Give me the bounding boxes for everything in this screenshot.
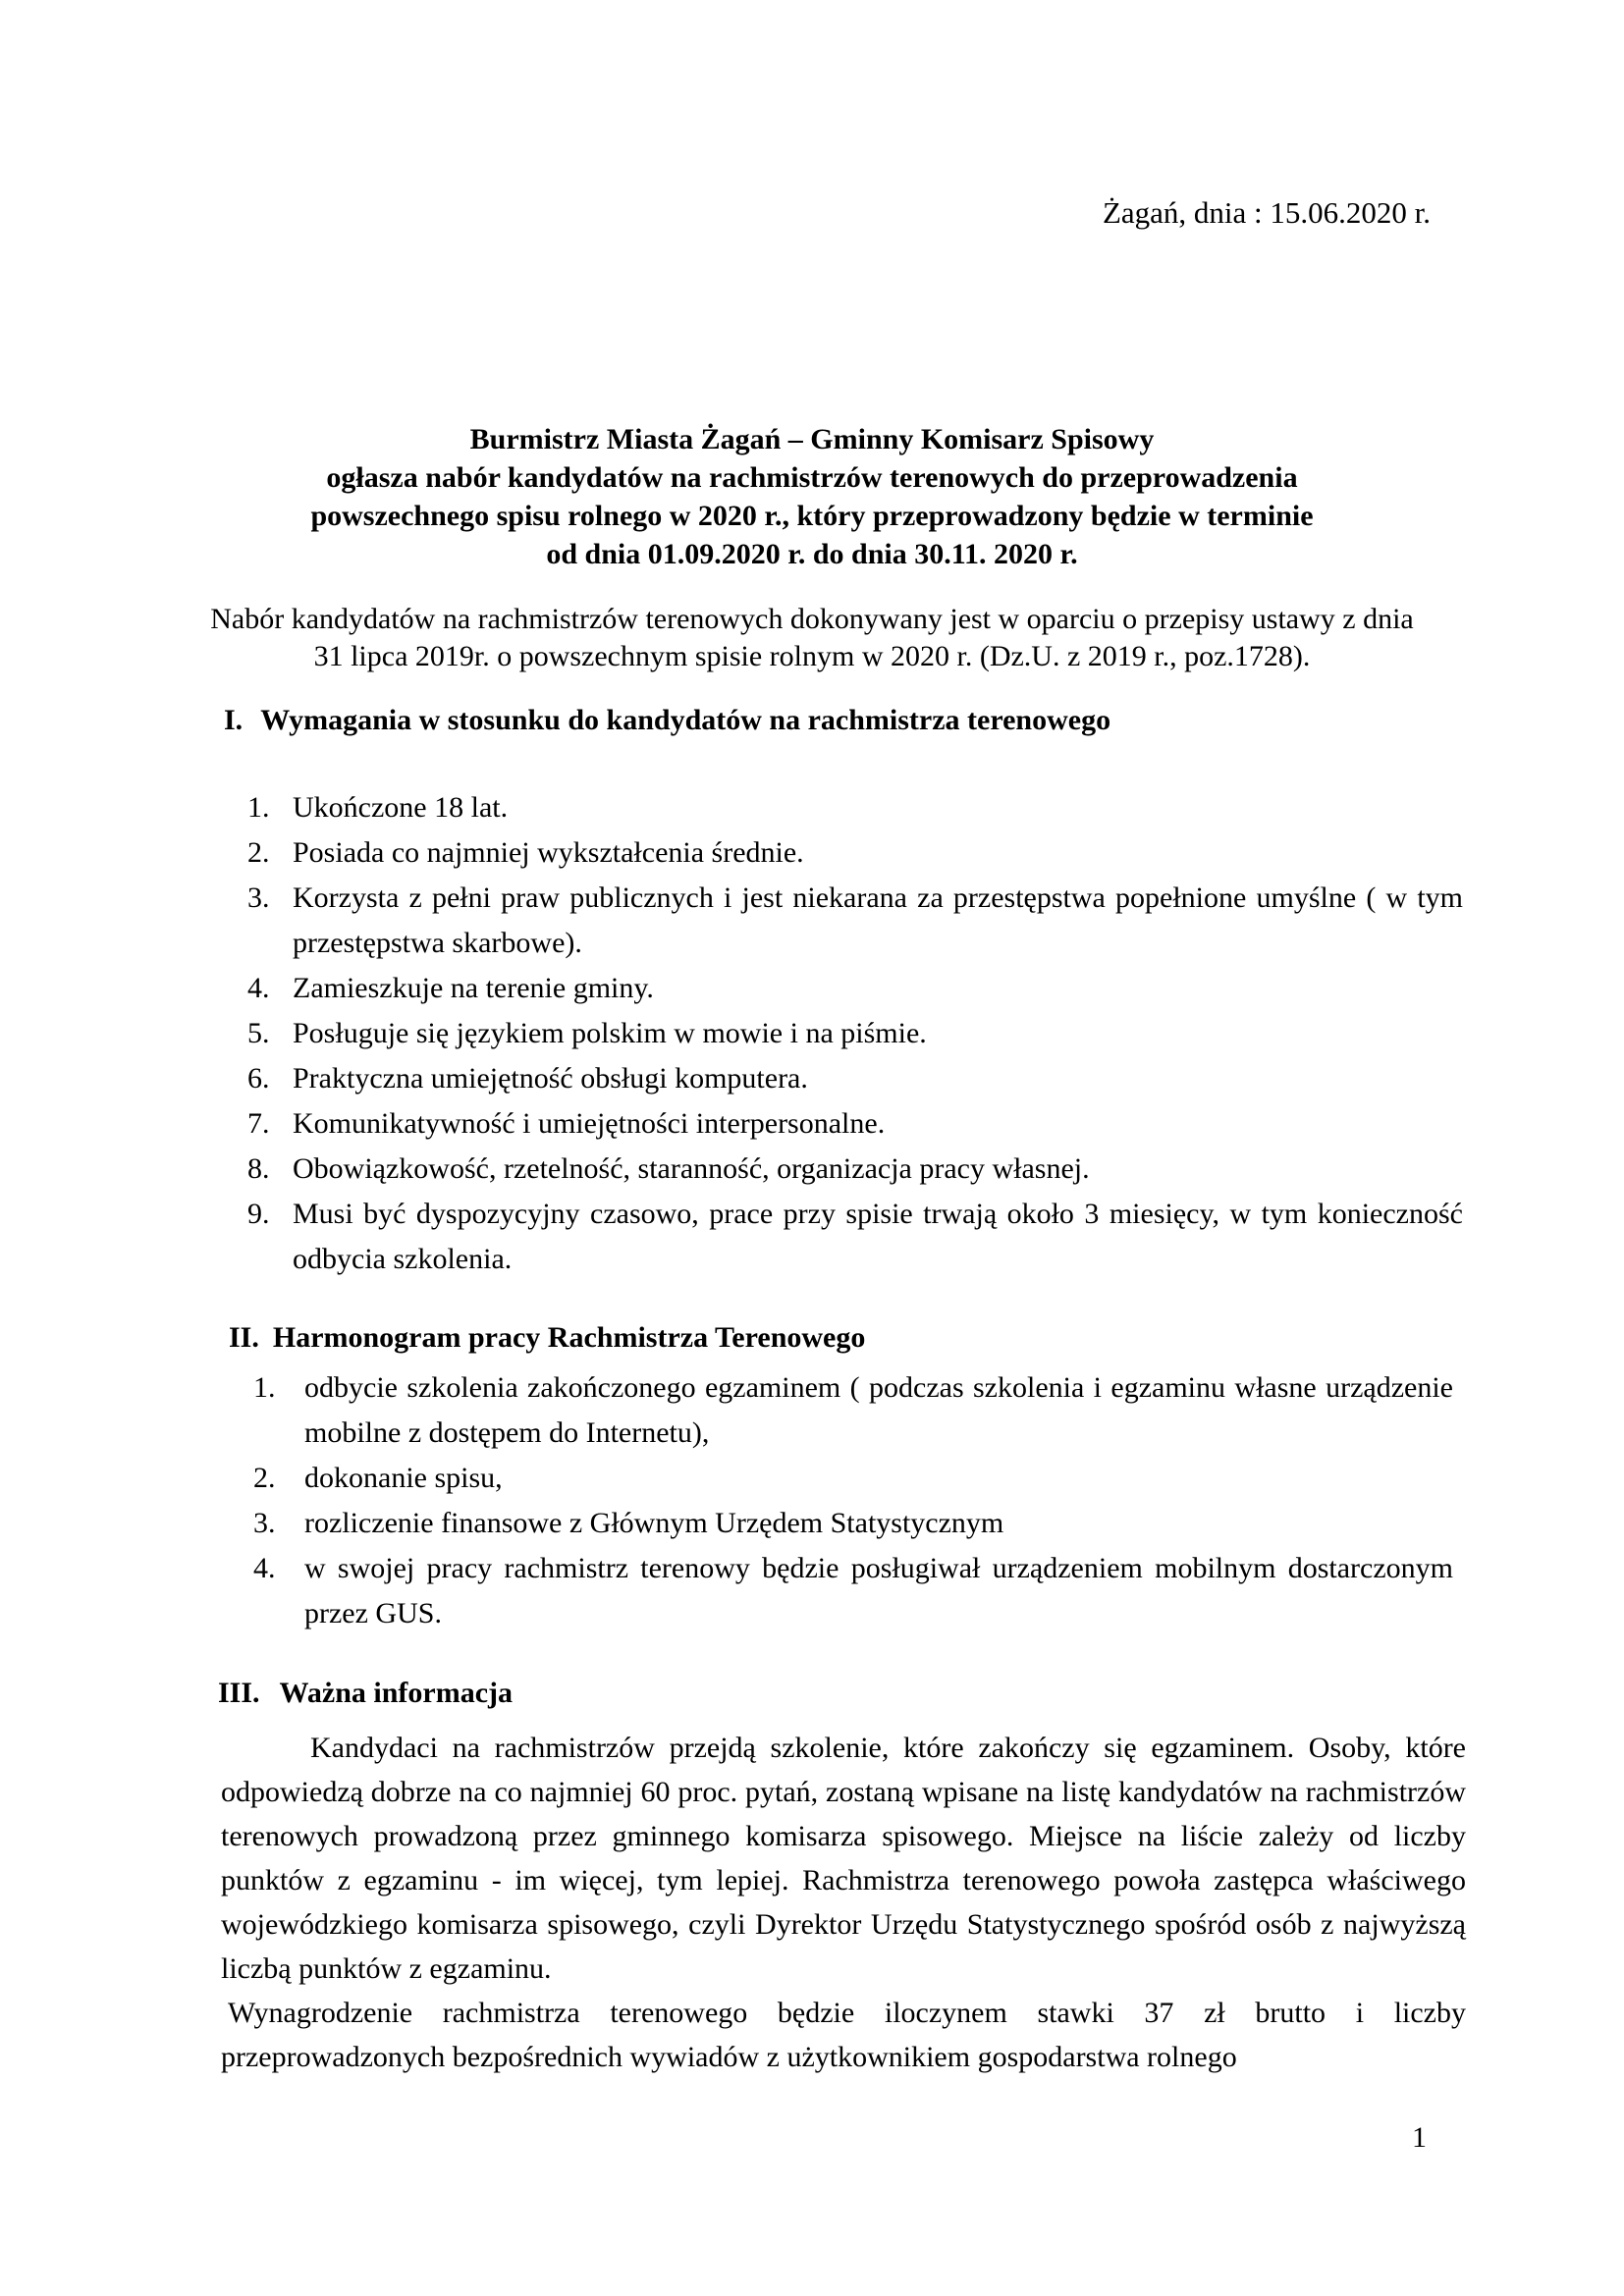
title-line-2: ogłasza nabór kandydatów na rachmistrzów terenowych do przeprowadzenia xyxy=(326,461,1298,494)
list-item-number: 7. xyxy=(247,1107,270,1140)
list-item xyxy=(253,1501,1453,1546)
list-item-text: Zamieszkuje na terenie gminy. xyxy=(293,972,654,1004)
list-item-number: 3. xyxy=(253,1507,276,1539)
list-item-text: Praktyczna umiejętność obsługi komputera. xyxy=(293,1062,808,1095)
list-item-text: odbycie szkolenia zakończonego egzaminem ( podczas szkolenia i egzaminu własne urządzenie mobilne z dostępem do Internetu), xyxy=(304,1371,1453,1449)
list-item-number: 4. xyxy=(247,972,270,1004)
list-item-number: 5. xyxy=(247,1017,270,1049)
list-item xyxy=(247,1101,1463,1147)
section-1-heading-text: Wymagania w stosunku do kandydatów na rachmistrza terenowego xyxy=(260,704,1111,736)
list-item-number: 3. xyxy=(247,881,270,914)
page-number: 1 xyxy=(1412,2121,1427,2154)
section-2-list xyxy=(253,1365,1453,1636)
list-item-number: 2. xyxy=(247,836,270,869)
list-item-number: 6. xyxy=(247,1062,270,1095)
list-item xyxy=(247,1011,1463,1056)
section-2-heading-text: Harmonogram pracy Rachmistrza Terenowego xyxy=(272,1321,866,1354)
section-3-number: III. xyxy=(218,1677,260,1709)
document-title xyxy=(0,420,1624,573)
section-1-list xyxy=(247,785,1463,1282)
title-line-4: od dnia 01.09.2020 r. do dnia 30.11. 2020 r. xyxy=(546,538,1078,570)
section-1-number: I. xyxy=(224,704,244,736)
intro-paragraph xyxy=(0,601,1624,675)
list-item-text: Posługuje się językiem polskim w mowie i na piśmie. xyxy=(293,1017,927,1049)
list-item-text: rozliczenie finansowe z Głównym Urzędem Statystycznym xyxy=(304,1507,1004,1539)
list-item xyxy=(247,785,1463,830)
title-line-3: powszechnego spisu rolnego w 2020 r., który przeprowadzony będzie w terminie xyxy=(310,500,1314,532)
list-item-number: 4. xyxy=(253,1552,276,1584)
list-item-text: w swojej pracy rachmistrz terenowy będzie posługiwał urządzeniem mobilnym dostarczonym przez GUS. xyxy=(304,1552,1453,1629)
list-item xyxy=(253,1365,1453,1456)
list-item-text: Posiada co najmniej wykształcenia średnie. xyxy=(293,836,804,869)
list-item xyxy=(253,1546,1453,1636)
list-item xyxy=(253,1456,1453,1501)
list-item-text: dokonanie spisu, xyxy=(304,1462,503,1494)
title-line-1: Burmistrz Miasta Żagań – Gminny Komisarz Spisowy xyxy=(469,423,1155,455)
section-3-heading xyxy=(218,1674,1624,1713)
list-item-number: 1. xyxy=(247,791,270,824)
list-item xyxy=(247,1192,1463,1282)
list-item-number: 9. xyxy=(247,1198,270,1230)
list-item xyxy=(247,830,1463,876)
section-1-heading xyxy=(224,701,1624,740)
intro-line-2: 31 lipca 2019r. o powszechnym spisie rolnym w 2020 r. (Dz.U. z 2019 r., poz.1728). xyxy=(313,640,1311,672)
section-2-heading xyxy=(229,1318,1624,1358)
list-item-number: 1. xyxy=(253,1371,276,1404)
important-info-paragraph-1: Kandydaci na rachmistrzów przejdą szkolenie, które zakończy się egzaminem. Osoby, które odpowiedzą dobrze na co najmniej 60 proc. pytań, zostaną wpisane na listę kandydatów na rachmistrzów terenowych prowadzoną przez gminnego komisarza spisowego. Miejsce na liście zależy od liczby punktów z egzaminu - im więcej, tym lepiej. Rachmistrza terenowego powoła zastępca właściwego wojewódzkiego komisarza spisowego, czyli Dyrektor Urzędu Statystycznego spośród osób z najwyższą liczbą punktów z egzaminu. xyxy=(221,1732,1466,1985)
list-item-text: Korzysta z pełni praw publicznych i jest niekarana za przestępstwa popełnione umyślne ( w tym przestępstwa skarbowe). xyxy=(293,881,1463,959)
list-item-text: Ukończone 18 lat. xyxy=(293,791,509,824)
section-2-number: II. xyxy=(229,1321,259,1354)
list-item xyxy=(247,966,1463,1011)
section-3-heading-text: Ważna informacja xyxy=(279,1677,513,1709)
list-item xyxy=(247,1147,1463,1192)
list-item-text: Komunikatywność i umiejętności interpersonalne. xyxy=(293,1107,886,1140)
important-info-paragraph-2: Wynagrodzenie rachmistrza terenowego będzie iloczynem stawki 37 zł brutto i liczby przeprowadzonych bezpośrednich wywiadów z użytkownikiem gospodarstwa rolnego xyxy=(221,1997,1466,2073)
intro-line-1: Nabór kandydatów na rachmistrzów terenowych dokonywany jest w oparciu o przepisy ustawy z dnia xyxy=(210,603,1414,635)
list-item xyxy=(247,876,1463,966)
list-item xyxy=(247,1056,1463,1101)
list-item-number: 8. xyxy=(247,1152,270,1185)
list-item-number: 2. xyxy=(253,1462,276,1494)
date-line: Żagań, dnia : 15.06.2020 r. xyxy=(1102,195,1431,230)
list-item-text: Musi być dyspozycyjny czasowo, prace przy spisie trwają około 3 miesięcy, w tym konieczność odbycia szkolenia. xyxy=(293,1198,1463,1275)
list-item-text: Obowiązkowość, rzetelność, staranność, organizacja pracy własnej. xyxy=(293,1152,1090,1185)
